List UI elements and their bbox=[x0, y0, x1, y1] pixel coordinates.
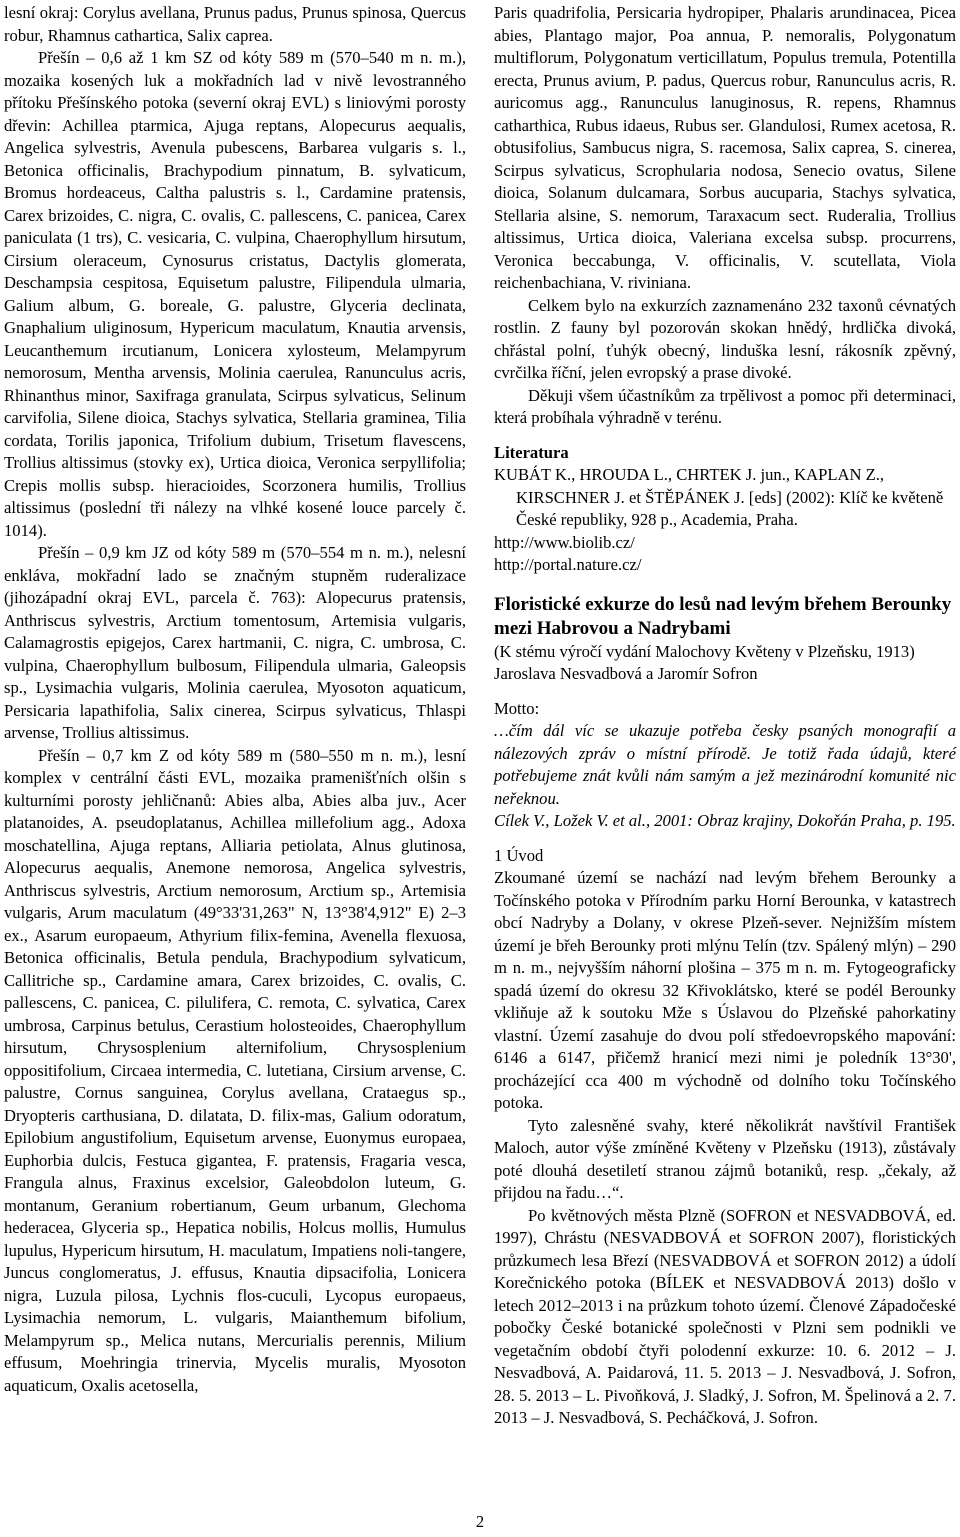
paragraph-species-continued: Paris quadrifolia, Persicaria hydropiper, Phalaris arundinacea, Picea abies, Plantago major, Poa annua, P. nemoralis, Polygonatum multiflorum, Polygonatum verticillatum, Populus tremula, Potentilla erecta, Prunus avium, P. padus, Quercus robur, Ranunculus acris, R. auricomus agg., Ranunculus lanuginosus, R. repens, Rhamnus catharthica, Rubus idaeus, Rubus ser. Glandulosi, Rumex acetosa, R. obtusifolius, Sambucus nigra, S. racemosa, Salix caprea, S. cinerea, Scirpus sylvaticus, Scrophularia nodosa, Senecio ovatus, Silene dioica, Solanum dulcamara, Sorbus aucuparia, Stachys sylvatica, Stellaria alsine, S. nemorum, Taraxacum sect. Ruderalia, Trollius altissimus, Urtica dioica, Valeriana excelsa subsp. procurrens, Veronica beccabunga, V. officinalis, V. scutellata, Viola reichenbachiana, V. riviniana. bbox=[494, 3, 956, 292]
intro-paragraph-2: Tyto zalesněné svahy, které několikrát navštívil František Maloch, autor výše zmíněné Květeny v Plzeňsku (1913), zůstávaly poté dlouhá desetiletí stranou zájmů botaniků, resp. „čekaly, až přijdou na řadu…“. bbox=[494, 1115, 956, 1202]
right-column bbox=[494, 2, 956, 1430]
literature-link-portal[interactable]: http://portal.nature.cz/ bbox=[494, 555, 642, 574]
literature-reference: KUBÁT K., HROUDA L., CHRTEK J. jun., KAPLAN Z., KIRSCHNER J. et ŠTĚPÁNEK J. [eds] (2002): Klíč ke květeně České republiky, 928 p., Academia, Praha. bbox=[494, 465, 944, 529]
paragraph-summary: Celkem bylo na exkurzích zaznamenáno 232 taxonů cévnatých rostlin. Z fauny byl pozorován skokan hnědý, hrdlička divoká, chřástal polní, ťuhýk obecný, linduška lesní, rákosník zpěvný, cvrčilka říční, jelen evropský a prase divoké. bbox=[494, 295, 956, 382]
paragraph-presin-meadows: Přešín – 0,6 až 1 km SZ od kóty 589 m (570–540 m n. m.), mozaika kosených luk a mokřadních lad v nivě levostranného přítoku Přešínského potoka (severní okraj EVL) s liniovými porosty dřevin: Achillea ptarmica, Ajuga reptans, Alopecurus aequalis, Angelica sylvestris, Avenula pubescens, Barbarea vulgaris s. l., Betonica officinalis, Brachypodium pinnatum, B. sylvaticum, Bromus hordeaceus, Caltha palustris s. l., Cardamine pratensis, Carex brizoides, C. nigra, C. ovalis, C. pallescens, C. panicea, Carex paniculata (1 trs), C. vesicaria, C. vulpina, Chaerophyllum hirsutum, Cirsium oleraceum, Cynosurus cristatus, Dactylis glomerata, Deschampsia cespitosa, Equisetum palustre, Filipendula ulmaria, Galium album, G. boreale, G. palustre, Glyceria declinata, Gnaphalium uliginosum, Hypericum maculatum, Knautia arvensis, Leucanthemum ircutianum, Lonicera xylosteum, Melampyrum nemorosum, Mentha arvensis, Molinia caerulea, Ranunculus acris, Rhinanthus minor, Saxifraga granulata, Scirpus sylvaticus, Selinum carvifolia, Silene dioica, Stachys sylvatica, Stellaria graminea, Tilia cordata, Torilis japonica, Trifolium dubium, Trisetum flavescens, Trollius altissimus (stovky ex), Urtica dioica, Veronica serpyllifolia; Crepis mollis subsp. hieracioides, Scorzonera humilis, Trollius altissimus (poslední tři nálezy na vlhké kosené louce parcely č. 1014). bbox=[4, 48, 466, 540]
intro-paragraph-1: Zkoumané území se nachází nad levým břehem Berounky a Točínského potoka v Přírodním parku Horní Berounka, v katastrech obcí Nadryby a Dolany, v okrese Plzeň-sever. Nejnižším místem území je břeh Berounky proti mlýnu Telín (tzv. Spálený mlýn) – 290 m n. m., nejvyšším náhorní plošina – 375 m n. m. Fytogeograficky spadá území do okresu 32 Křivoklátsko, které se podél Berounky vkliňuje až k soutoku Mže s Úslavou do Plzeňské pahorkatiny vlastní. Území zasahuje do dvou polí středoevropského mapování: 6146 a 6147, přičemž hranicí mezi nimi je poledník 13°30', procházející cca 400 m východně od dolního toku Točínského potoka. bbox=[494, 868, 956, 1112]
paragraph-presin-forest: Přešín – 0,7 km Z od kóty 589 m (580–550 m n. m.), lesní komplex v centrální části EVL, mozaika pramenišťních olšin s kulturními porosty jehličnanů: Abies alba, Abies alba juv., Acer platanoides, A. pseudoplatanus, Achillea millefolium agg., Adoxa moschatellina, Ajuga reptans, Alliaria petiolata, Alnus glutinosa, Alopecurus aequalis, Anemone nemorosa, Angelica sylvestris, Anthriscus sylvestris, Arctium nemorosum, Arctium sp., Artemisia vulgaris, Arum maculatum (49°33'31,263" N, 13°38'4,912" E) 2–3 ex., Asarum europaeum, Athyrium filix-femina, Avenella flexuosa, Betonica officinalis, Betula pendula, Brachypodium sylvaticum, Callitriche sp., Cardamine amara, Carex brizoides, C. ovalis, C. pallescens, C. panicea, C. pilulifera, C. remota, C. sylvatica, Carex umbrosa, Carpinus betulus, Cerastium holosteoides, Chaerophyllum hirsutum, Chrysosplenium alternifolium, Chrysosplenium oppositifolium, Circaea intermedia, C. lutetiana, Cirsium arvense, C. palustre, Cornus sanguinea, Corylus avellana, Crataegus sp., Dryopteris carthusiana, D. dilatata, D. filix-mas, Galium odoratum, Epilobium angustifolium, Equisetum arvense, Euonymus europaea, Euphorbia dulcis, Festuca gigantea, F. pratensis, Fragaria vesca, Frangula alnus, Fraxinus excelsior, Galeobdolon luteum, G. montanum, Geranium robertianum, Geum urbanum, Glechoma hederacea, Glyceria sp., Hepatica nobilis, Holcus mollis, Humulus lupulus, Hypericum hirsutum, H. maculatum, Impatiens noli-tangere, Juncus conglomeratus, J. effusus, Knautia dipsacifolia, Lonicera nigra, Luzula pilosa, Lychnis flos-cuculi, Lycopus europaeus, Lysimachia nemorum, L. vulgaris, Maianthemum bifolium, Melampyrum sp., Melica nutans, Mercurialis perennis, Milium effusum, Moehringia trinervia, Mycelis muralis, Myosoton aquaticum, Oxalis acetosella, bbox=[4, 745, 466, 1395]
literature-link-biolib[interactable]: http://www.biolib.cz/ bbox=[494, 532, 635, 552]
paragraph-thanks: Děkuji všem účastníkům za trpělivost a pomoc při determinaci, která probíhala výhradně v terénu. bbox=[494, 385, 956, 427]
page-number: 2 bbox=[475, 1512, 485, 1531]
motto-source: Cílek V., Ložek V. et al., 2001: Obraz krajiny, Dokořán Praha, p. 195. bbox=[494, 811, 956, 830]
literature-heading: Literatura bbox=[494, 442, 569, 462]
motto-label: Motto: bbox=[494, 698, 540, 718]
paragraph-forest-edge: lesní okraj: Corylus avellana, Prunus padus, Prunus spinosa, Quercus robur, Rhamnus cathartica, Salix caprea. bbox=[4, 3, 466, 45]
article-authors: Jaroslava Nesvadbová a Jaromír Sofron bbox=[494, 664, 758, 683]
section-heading-intro: 1 Úvod bbox=[494, 845, 544, 865]
left-column bbox=[4, 2, 466, 1397]
paragraph-presin-enclave: Přešín – 0,9 km JZ od kóty 589 m (570–554 m n. m.), nelesní enkláva, mokřadní lado se značným stupněm ruderalizace (jihozápadní okraj EVL, parcela č. 763): Alopecurus pratensis, Anthriscus sylvestris, Arctium tomentosum, Artemisia vulgaris, Calamagrostis epigejos, Carex hartmanii, C. nigra, C. umbrosa, C. vulpina, Chaerophyllum bulbosum, Filipendula ulmaria, Galeopsis sp., Lysimachia vulgaris, Molinia caerulea, Myosoton aquaticum, Persicaria lapathifolia, Salix cinerea, Scirpus sylvaticus, Thlaspi arvense, Trollius altissimus. bbox=[4, 543, 466, 742]
intro-paragraph-3: Po květnových města Plzně (SOFRON et NESVADBOVÁ, ed. 1997), Chrástu (NESVADBOVÁ et SOFRON 2007), floristických průzkumech lesa Březí (NESVADBOVÁ et SOFRON 2012) a údolí Korečnického potoka (BÍLEK et NESVADBOVÁ 2013) došlo v letech 2012–2013 i na průzkum tohoto území. Členové Západočeské pobočky České botanické společnosti v Plzni sem podnikli ve vegetačním období čtyři polodenní exkurze: 10. 6. 2012 – J. Nesvadbová, A. Paidarová, 11. 5. 2013 – J. Nesvadbová, J. Sofron, 28. 5. 2013 – L. Pivoňková, J. Sladký, J. Sofron, M. Špelinová a 2. 7. 2013 – J. Nesvadbová, S. Pecháčková, J. Sofron. bbox=[494, 1205, 956, 1427]
article-subtitle: (K stému výročí vydání Malochovy Květeny v Plzeňsku, 1913) bbox=[494, 641, 915, 661]
motto-text: …čím dál víc se ukazuje potřeba česky psaných monografií a nálezových zpráv o místní přírodě. Je totiž řada údajů, které potřebujeme znát kvůli nám samým a jež mezinárodní komunité nic neřeknou. bbox=[494, 721, 956, 808]
article-title: Floristické exkurze do lesů nad levým břehem Berounky mezi Habrovou a Nadrybami bbox=[494, 593, 952, 639]
